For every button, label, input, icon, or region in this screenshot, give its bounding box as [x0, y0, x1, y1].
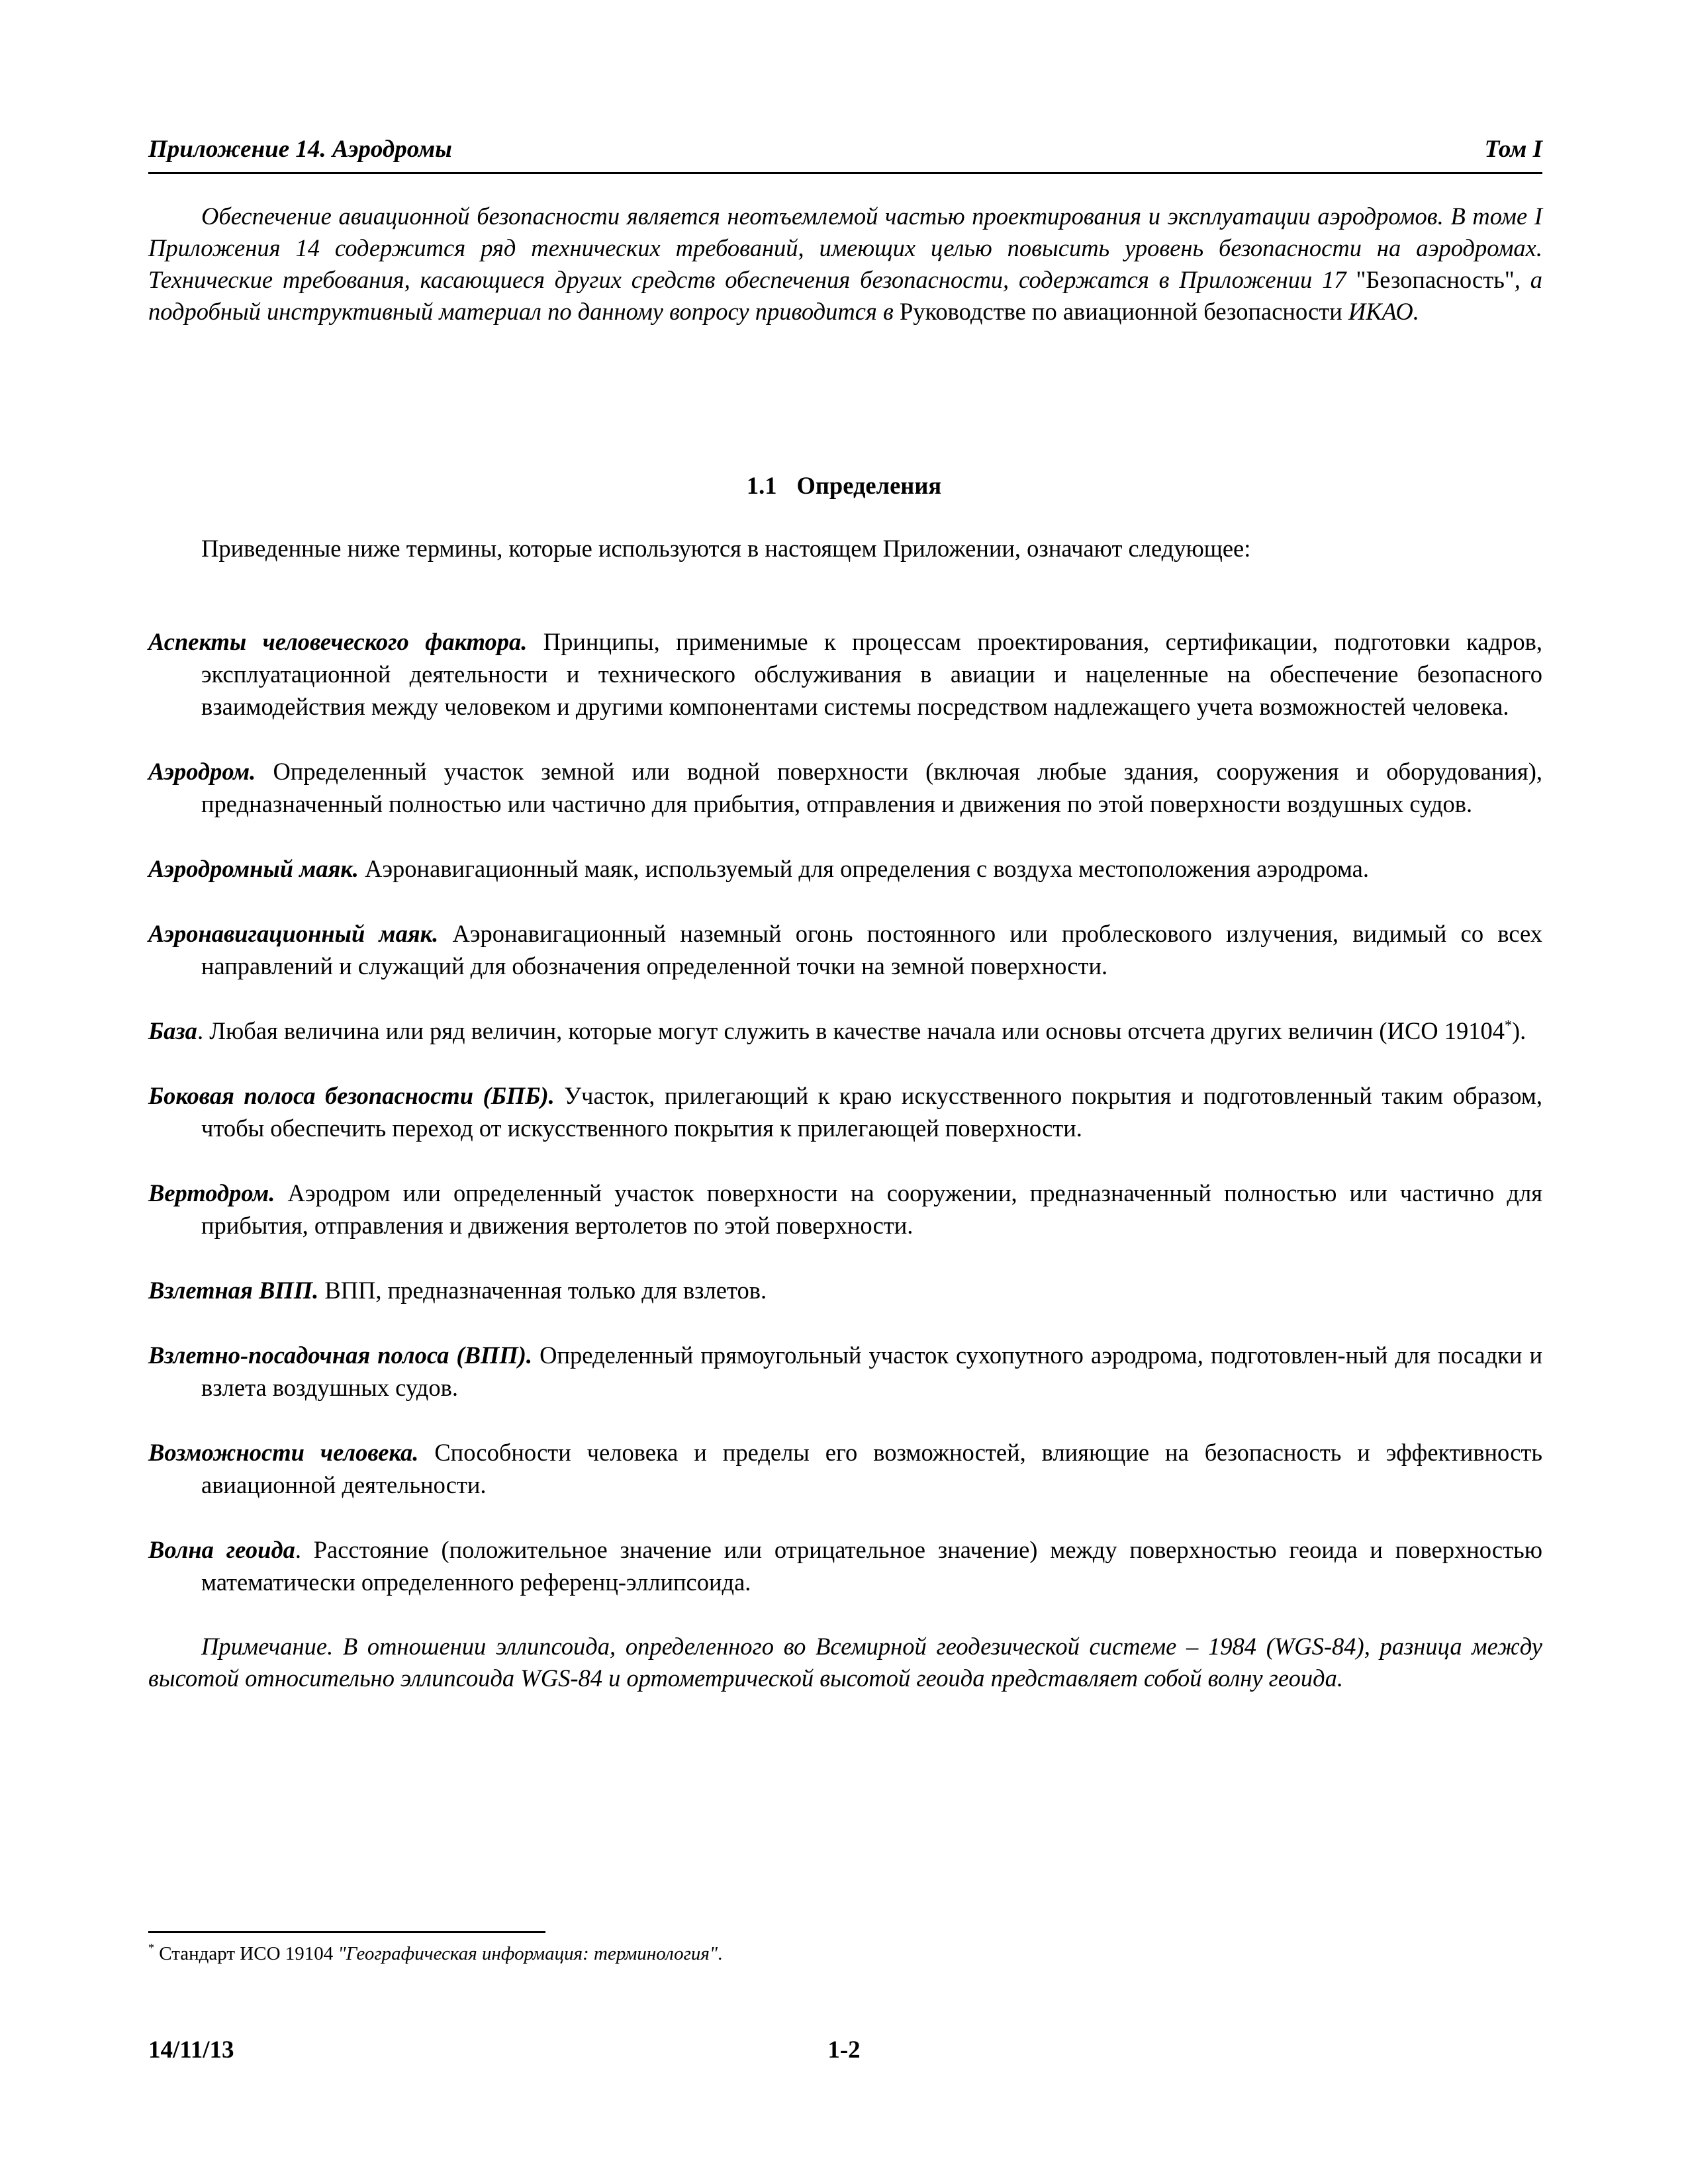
definition-text: Участок, прилегающий к краю искусственного покрытия и подготовленный таким образом, чтобы обеспечить переход от искусственного покрытия к прилегающей поверхности.: [201, 1081, 1542, 1142]
definition-item: [148, 1079, 1542, 1144]
definition-term: Возможности человека.: [148, 1438, 419, 1466]
intro-text-3: ИКАО.: [1342, 298, 1419, 325]
definition-text-end: ).: [1512, 1017, 1526, 1044]
definition-term: Аэродромный маяк.: [148, 854, 359, 882]
definition-term: Аспекты человеческого фактора.: [148, 627, 528, 655]
definition-text: Определенный участок земной или водной поверхности (включая любые здания, сооружения и оборудования), предназначенный полностью или частично для прибытия, отправления и движения по этой поверхности воздушных судов.: [201, 757, 1542, 817]
intro-paragraph: [148, 201, 1542, 328]
definition-term: Волна геоида: [148, 1535, 295, 1563]
intro-annex-title: "Безопасность": [1356, 266, 1515, 293]
definition-text: Аэродром или определенный участок поверхности на сооружении, предназначенный полностью или частично для прибытия, отправления и движения вертолетов по этой поверхности.: [201, 1179, 1542, 1239]
definition-item: [148, 1339, 1542, 1404]
definition-text: Принципы, применимые к процессам проектирования, сертификации, подготовки кадров, эксплуатационной деятельности и технического обслуживания в авиации и нацеленные на обеспечение безопасного взаимодействия между человеком и другими компонентами системы посредством надлежащего учета возможностей человека.: [201, 627, 1542, 720]
definition-item: [148, 1436, 1542, 1501]
definition-text: . Расстояние (положительное значение или отрицательное значение) между поверхностью геоида и поверхностью математически определенного референц-эллипсоида.: [201, 1535, 1542, 1596]
definition-item: [148, 1177, 1542, 1242]
definition-term: База: [148, 1017, 197, 1044]
intro-text-1: Обеспечение авиационной безопасности является неотъемлемой частью проектирования и эксплуатации аэродромов. В томе I Приложения 14 содержится ряд технических требований, имеющих целью повысить уровень безопасности на аэродромах. Технические требования, касающиеся других средств обеспечения безопасности, содержатся в Приложении 17: [148, 203, 1542, 293]
definitions-list: [148, 601, 1542, 1718]
footnote: [148, 1943, 1542, 1965]
intro-manual-title: Руководстве по авиационной безопасности: [899, 298, 1342, 325]
footnote-marker: *: [148, 1941, 154, 1954]
note-paragraph: Примечание. В отношении эллипсоида, определенного во Всемирной геодезической системе – 1984 (WGS-84), разница между высотой относительно эллипсоида WGS-84 и ортометрической высотой геоида представляет собой волну геоида.: [148, 1632, 1542, 1692]
definition-term: Аэродром.: [148, 757, 256, 785]
footnote-marker: *: [1505, 1016, 1513, 1033]
definition-term: Аэронавигационный маяк.: [148, 919, 439, 947]
definition-term: Боковая полоса безопасности (БПБ).: [148, 1081, 555, 1109]
section-title: Определения: [796, 472, 942, 499]
page-header: [148, 132, 1542, 174]
definition-term: Взлетно-посадочная полоса (ВПП).: [148, 1341, 532, 1369]
definition-text: Аэронавигационный наземный огонь постоянного или проблескового излучения, видимый со всех направлений и служащий для обозначения определенной точки на земной поверхности.: [201, 919, 1542, 979]
section-number: 1.1: [746, 472, 777, 499]
header-title: Приложение 14. Аэродромы: [148, 136, 452, 163]
definition-item: [148, 1015, 1542, 1047]
definition-item: [148, 1533, 1542, 1598]
definition-text: Способности человека и пределы его возможностей, влияющие на безопасность и эффективность авиационной деятельности.: [201, 1438, 1542, 1498]
definition-item: [148, 917, 1542, 982]
definition-term: Вертодром.: [148, 1179, 275, 1206]
definition-text: Аэронавигационный маяк, используемый для определения с воздуха местоположения аэродрома.: [358, 854, 1370, 882]
footnote-standard-title: "Географическая информация: терминология": [338, 1943, 718, 1964]
definition-item: [148, 755, 1542, 820]
footer-page-number: 1-2: [827, 2036, 861, 2064]
footnote-divider: [148, 1931, 545, 1933]
intro-text-2: , а подробный инструктивный материал по данному вопросу приводится в: [148, 266, 1542, 325]
header-volume: Том I: [1484, 136, 1542, 163]
footnote-text: Стандарт ИСО 19104: [154, 1943, 338, 1964]
definition-item: [148, 1274, 1542, 1306]
definition-text: . Любая величина или ряд величин, которые могут служить в качестве начала или основы отсчета других величин (ИСО 19104: [197, 1017, 1505, 1044]
definition-text: ВПП, предназначенная только для взлетов.: [318, 1276, 767, 1304]
lead-sentence: Приведенные ниже термины, которые используются в настоящем Приложении, означают следующее:: [201, 535, 1251, 562]
footnote-end: .: [718, 1943, 723, 1964]
definition-text: Определенный прямоугольный участок сухопутного аэродрома, подготовлен-ный для посадки и взлета воздушных судов.: [201, 1341, 1542, 1401]
definition-item: [148, 852, 1542, 885]
section-heading: [0, 471, 1688, 500]
definition-term: Взлетная ВПП.: [148, 1276, 319, 1304]
footer-date: 14/11/13: [148, 2036, 234, 2064]
definition-item: [148, 625, 1542, 723]
